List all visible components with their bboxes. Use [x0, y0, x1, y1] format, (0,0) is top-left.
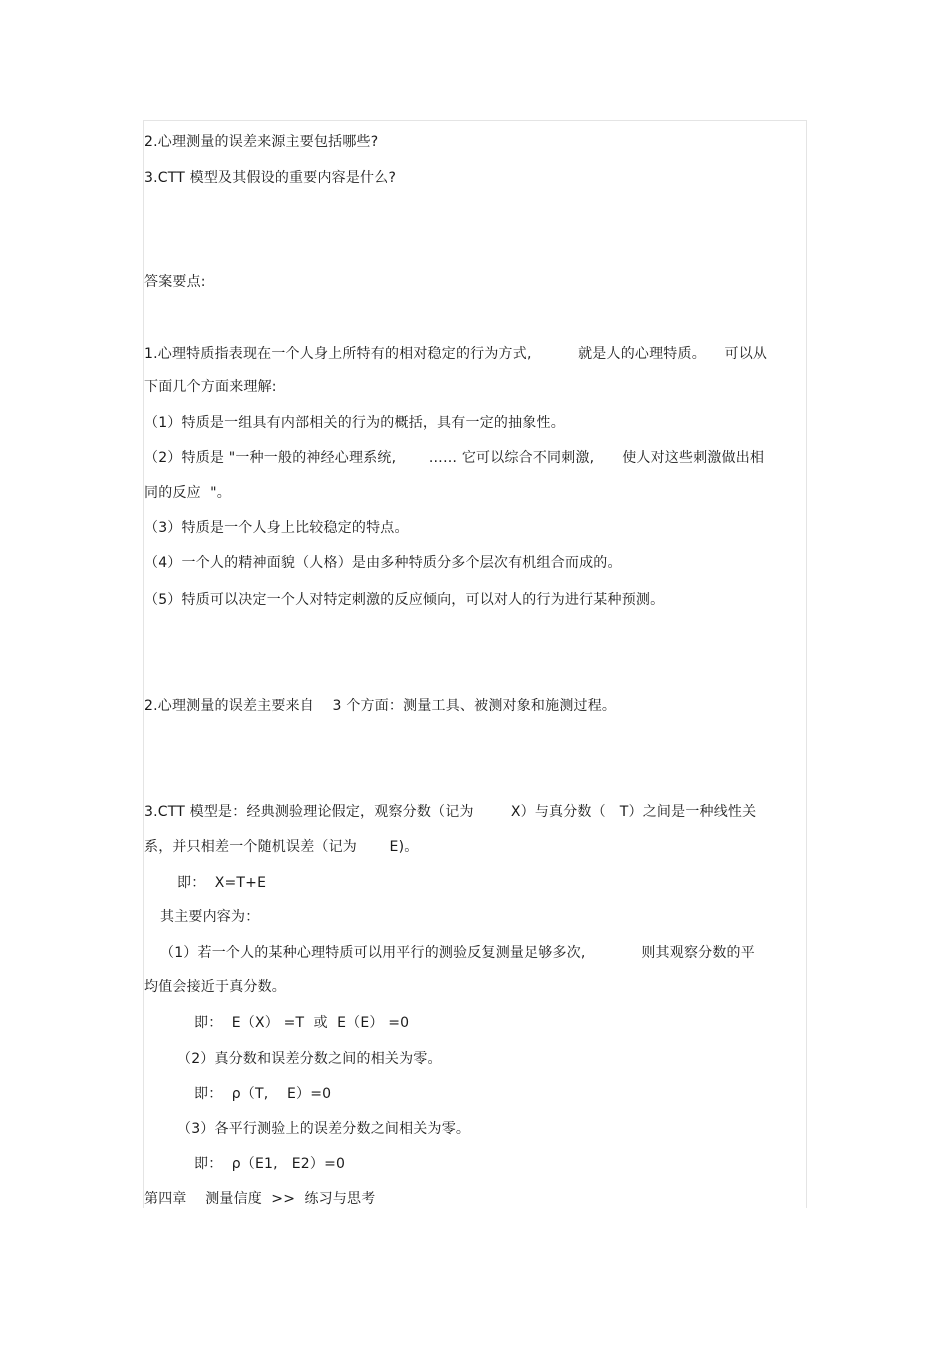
content-point-2: （2）真分数和误差分数之间的相关为零。: [177, 1051, 442, 1067]
trait-point-5: （5）特质可以决定一个人对特定刺激的反应倾向，可以对人的行为进行某种预测。: [144, 592, 665, 608]
content-point-3: （3）各平行测验上的误差分数之间相关为零。: [177, 1121, 471, 1137]
answer-3-line-1: 3.CTT 模型是：经典测验理论假定，观察分数（记为 X）与真分数（ T）之间是一种线性关: [144, 804, 757, 820]
content-point-1-line-1: （1）若一个人的某种心理特质可以用平行的测验反复测量足够多次, 则其观察分数的平: [160, 945, 755, 961]
trait-point-1: （1）特质是一组具有内部相关的行为的概括，具有一定的抽象性。: [144, 415, 565, 431]
trait-point-3: （3）特质是一个人身上比较稳定的特点。: [144, 520, 409, 536]
trait-point-2-line-1: （2）特质是 "一种一般的神经心理系统, …… 它可以综合不同刺激, 使人对这些刺激做出相: [144, 450, 765, 466]
formula-rho-te: 即： ρ（T, E）=0: [194, 1086, 332, 1102]
question-2: 2.心理测量的误差来源主要包括哪些?: [144, 134, 379, 150]
answer-heading: 答案要点:: [144, 274, 206, 290]
formula-rho-e1e2: 即： ρ（E1, E2）=0: [194, 1156, 346, 1172]
content-point-1-line-2: 均值会接近于真分数。: [144, 979, 286, 995]
page-frame-right: [806, 120, 807, 1208]
answer-3-line-2: 系，并只相差一个随机误差（记为 E)。: [144, 839, 419, 855]
answer-2: 2.心理测量的误差主要来自 3 个方面：测量工具、被测对象和施测过程。: [144, 698, 617, 714]
formula-basic: 即： X=T+E: [177, 875, 267, 891]
answer-1-line-1: 1.心理特质指表现在一个人身上所特有的相对稳定的行为方式, 就是人的心理特质。 可以从: [144, 346, 768, 362]
formula-expectation: 即： E（X） =T 或 E（E） =0: [194, 1015, 410, 1031]
trait-point-4: （4）一个人的精神面貌（人格）是由多种特质分多个层次有机组合而成的。: [144, 555, 622, 571]
chapter-footer: 第四章 测量信度 >> 练习与思考: [144, 1191, 376, 1207]
question-3: 3.CTT 模型及其假设的重要内容是什么?: [144, 170, 397, 186]
trait-point-2-line-2: 同的反应 "。: [144, 485, 231, 501]
page-frame-top: [143, 120, 807, 121]
answer-1-line-2: 下面几个方面来理解:: [144, 379, 277, 395]
content-intro: 其主要内容为：: [160, 909, 260, 925]
